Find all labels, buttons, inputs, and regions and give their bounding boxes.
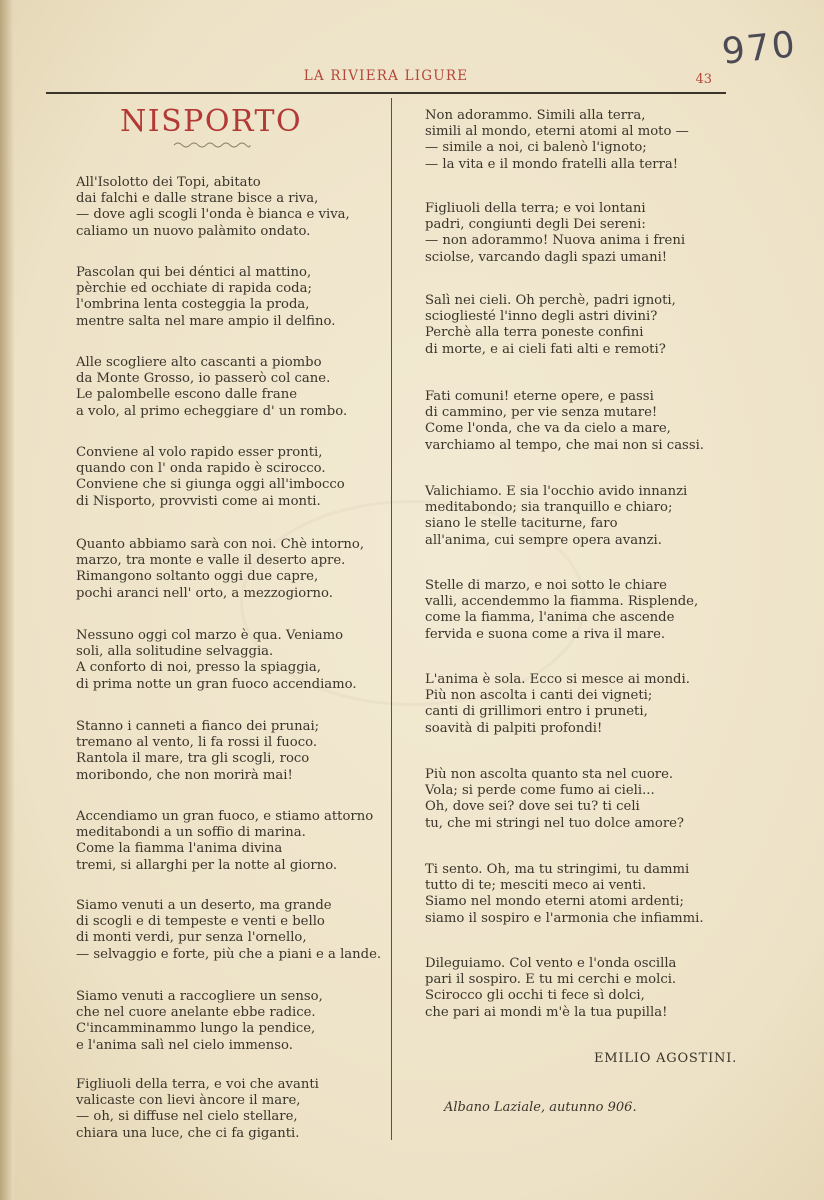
poem-line: Siamo venuti a un deserto, ma grande — [76, 898, 332, 913]
running-title: LA RIVIERA LIGURE — [303, 68, 469, 84]
stanza-right-6 — [425, 578, 725, 643]
poem-line: — dove agli scogli l'onda è bianca e viva, — [76, 207, 350, 223]
poem-line: mentre salta nel mare ampio il delfino. — [76, 313, 336, 329]
poem-line: di scogli e di tempeste e venti e bello — [76, 914, 325, 930]
poem-line: Salì nei cieli. Oh perchè, padri ignoti, — [425, 293, 676, 308]
poem-line: simili al mondo, eterni atomi al moto — — [425, 124, 689, 140]
stanza-right-7 — [425, 672, 725, 737]
poem-line: Pascolan qui bei déntici al mattino, — [76, 265, 312, 280]
poem-line: valicaste con lievi àncore il mare, — [76, 1093, 301, 1109]
author-signature: EMILIO AGOSTINI. — [594, 1051, 738, 1066]
poem-line: Più non ascolta quanto sta nel cuore. — [425, 767, 674, 782]
poem-line: che nel cuore anelante ebbe radice. — [76, 1005, 316, 1021]
poem-line: meditabondo; sia tranquillo e chiaro; — [425, 500, 673, 516]
poem-line: tremi, si allarghi per la notte al giorno. — [76, 857, 338, 873]
poem-line: Più non ascolta i canti dei vigneti; — [425, 688, 653, 704]
stanza-left-8 — [76, 809, 376, 874]
stanza-right-8 — [425, 767, 725, 832]
poem-line: che pari ai mondi m'è la tua pupilla! — [425, 1004, 668, 1020]
poem-line: siamo il sospiro e l'armonia che infiammi. — [425, 910, 704, 926]
poem-line: Vola; si perde come fumo ai cieli... — [425, 783, 655, 799]
poem-line: da Monte Grosso, io passerò col cane. — [76, 371, 331, 387]
stanza-left-11 — [76, 1077, 376, 1142]
stanza-left-2 — [76, 265, 376, 330]
dateline: Albano Laziale, autunno 906. — [444, 1100, 637, 1115]
poem-line: Conviene al volo rapido esser pronti, — [76, 445, 323, 460]
poem-line: sciogliesté l'inno degli astri divini? — [425, 309, 658, 325]
poem-line: tu, che mi stringi nel tuo dolce amore? — [425, 815, 684, 831]
poem-line: Conviene che si giunga oggi all'imbocco — [76, 477, 345, 493]
poem-line: Alle scogliere alto cascanti a piombo — [76, 355, 322, 370]
poem-line: a volo, al primo echeggiare d' un rombo. — [76, 403, 348, 419]
poem-line: pochi aranci nell' orto, a mezzogiorno. — [76, 585, 333, 601]
poem-line: A conforto di noi, presso la spiaggia, — [76, 660, 321, 676]
poem-line: Valichiamo. E sia l'occhio avido innanzi — [425, 484, 688, 499]
poem-line: Siamo nel mondo eterni atomi ardenti; — [425, 894, 684, 910]
poem-line: Stelle di marzo, e noi sotto le chiare — [425, 578, 667, 593]
poem-line: all'anima, cui sempre opera avanzi. — [425, 532, 662, 548]
stanza-right-3 — [425, 293, 725, 358]
poem-line: Accendiamo un gran fuoco, e stiamo attorno — [76, 809, 374, 824]
poem-line: di Nisporto, provvisti come ai monti. — [76, 493, 321, 509]
poem-line: soavità di palpiti profondi! — [425, 720, 603, 736]
poem-line: — oh, si diffuse nel cielo stellare, — [76, 1109, 298, 1125]
poem-line: padri, congiunti degli Dei sereni: — [425, 217, 646, 233]
poem-line: Figliuoli della terra, e voi che avanti — [76, 1077, 319, 1092]
page-binding-edge — [0, 0, 14, 1200]
poem-line: Oh, dove sei? dove sei tu? ti celi — [425, 799, 640, 815]
poem-title: NISPORTO — [120, 104, 303, 139]
stanza-right-5 — [425, 484, 725, 549]
poem-line: tutto di te; mesciti meco ai venti. — [425, 878, 647, 894]
stanza-left-3 — [76, 355, 376, 420]
poem-line: Quanto abbiamo sarà con noi. Chè intorno, — [76, 537, 365, 552]
poem-line: All'Isolotto dei Topi, abitato — [76, 175, 261, 190]
stanza-left-9 — [76, 898, 382, 963]
handwritten-page-number: 970 — [720, 24, 799, 73]
stanza-left-4 — [76, 445, 376, 510]
poem-line: — selvaggio e forte, più che a piani e a lande. — [76, 946, 382, 962]
poem-line: Le palombelle escono dalle frane — [76, 387, 298, 403]
poem-line: Scirocco gli occhi ti fece sì dolci, — [425, 988, 645, 1004]
stanza-right-2 — [425, 201, 725, 266]
poem-line: moribondo, che non morirà mai! — [76, 767, 293, 783]
poem-line: dai falchi e dalle strane bisce a riva, — [76, 191, 319, 207]
stanza-right-9 — [425, 862, 725, 927]
poem-line: caliamo un nuovo palàmito ondato. — [76, 223, 311, 239]
stanza-left-7 — [76, 719, 376, 784]
poem-line: l'ombrina lenta costeggia la proda, — [76, 297, 310, 313]
column-divider — [391, 98, 392, 1140]
poem-line: L'anima è sola. Ecco si mesce ai mondi. — [425, 672, 690, 687]
poem-line: Come l'onda, che va da cielo a mare, — [425, 421, 671, 437]
poem-line: — simile a noi, ci balenò l'ignoto; — [425, 140, 647, 156]
stanza-left-6 — [76, 628, 376, 693]
poem-line: Nessuno oggi col marzo è qua. Veniamo — [76, 628, 344, 643]
poem-line: di prima notte un gran fuoco accendiamo. — [76, 676, 357, 692]
stanza-right-4 — [425, 389, 725, 454]
stanza-right-10 — [425, 956, 725, 1021]
poem-line: Dileguiamo. Col vento e l'onda oscilla — [425, 956, 677, 971]
poem-line: valli, accendemmo la fiamma. Risplende, — [425, 594, 699, 610]
poem-line: pèrchie ed occhiate di rapida coda; — [76, 281, 312, 297]
poem-line: Perchè alla terra poneste confini — [425, 325, 644, 341]
poem-line: come la fiamma, l'anima che ascende — [425, 610, 675, 626]
poem-line: Siamo venuti a raccogliere un senso, — [76, 989, 323, 1004]
poem-line: pari il sospiro. E tu mi cerchi e molci. — [425, 972, 677, 988]
page-number: 43 — [695, 72, 712, 87]
poem-line: Figliuoli della terra; e voi lontani — [425, 201, 646, 216]
stanza-left-10 — [76, 989, 376, 1054]
poem-line: marzo, tra monte e valle il deserto apre. — [76, 553, 346, 569]
page-header — [46, 66, 726, 92]
stanza-left-5 — [76, 537, 376, 602]
poem-line: fervida e suona come a riva il mare. — [425, 626, 666, 642]
poem-line: Stanno i canneti a fianco dei prunai; — [76, 719, 320, 734]
poem-line: siano le stelle taciturne, faro — [425, 516, 618, 532]
poem-line: Come la fiamma l'anima divina — [76, 841, 283, 857]
poem-line: tremano al vento, li fa rossi il fuoco. — [76, 735, 318, 751]
poem-line: di morte, e ai cieli fati alti e remoti? — [425, 341, 666, 357]
poem-line: di cammino, per vie senza mutare! — [425, 405, 658, 421]
poem-line: Fati comuni! eterne opere, e passi — [425, 389, 654, 404]
poem-line: canti di grillimori entro i pruneti, — [425, 704, 648, 720]
poem-line: di monti verdi, pur senza l'ornello, — [76, 930, 307, 946]
poem-line: meditabondi a un soffio di marina. — [76, 825, 306, 841]
poem-line: sciolse, varcando dagli spazi umani! — [425, 249, 668, 265]
poem-line: e l'anima salì nel cielo immenso. — [76, 1037, 293, 1053]
poem-line: Ti sento. Oh, ma tu stringimi, tu dammi — [425, 862, 690, 877]
poem-line: Rimangono soltanto oggi due capre, — [76, 569, 319, 585]
poem-line: — la vita e il mondo fratelli alla terra! — [425, 156, 679, 172]
poem-line: C'incamminammo lungo la pendice, — [76, 1021, 316, 1037]
stanza-right-1 — [425, 108, 725, 173]
title-ornament — [172, 140, 252, 150]
header-rule — [46, 92, 726, 94]
poem-line: varchiamo al tempo, che mai non si cassi. — [425, 437, 704, 453]
poem-line: Non adorammo. Simili alla terra, — [425, 108, 646, 123]
poem-line: chiara una luce, che ci fa giganti. — [76, 1125, 300, 1141]
poem-line: — non adorammo! Nuova anima i freni — [425, 233, 686, 249]
poem-line: soli, alla solitudine selvaggia. — [76, 644, 274, 660]
poem-line: Rantola il mare, tra gli scogli, roco — [76, 751, 310, 767]
stanza-left-1 — [76, 175, 376, 240]
poem-line: quando con l' onda rapido è scirocco. — [76, 461, 326, 477]
